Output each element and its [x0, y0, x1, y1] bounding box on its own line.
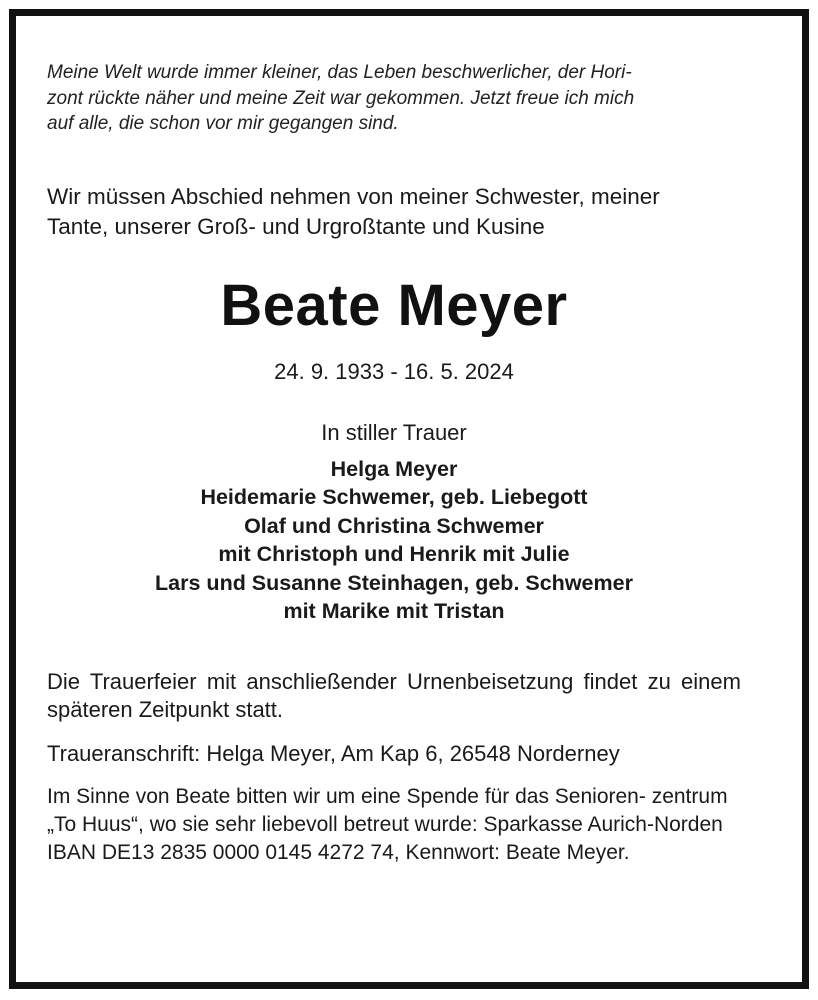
deceased-name: Beate Meyer: [220, 272, 568, 338]
mourner-name: mit Christoph und Henrik mit Julie: [218, 542, 570, 566]
ceremony-line: zu einem späteren Zeitpunkt statt.: [47, 668, 741, 722]
quote-line: auf alle, die schon vor mir gegangen sind.: [47, 113, 399, 134]
mourner-name: mit Marike mit Tristan: [283, 599, 505, 623]
mourner-name: Olaf und Christina Schwemer: [244, 513, 544, 538]
quote-line: zont rückte näher und meine Zeit war gekommen. Jetzt freue ich mich: [47, 87, 635, 109]
intro-line: Tante, unserer Groß- und Urgroßtante und Kusine: [47, 213, 545, 239]
mourner-name: Heidemarie Schwemer, geb. Liebegott: [200, 485, 588, 509]
quote-line: Meine Welt wurde immer kleiner, das Leben beschwerlicher, der Hori-: [47, 62, 632, 83]
donation-line: Im Sinne von Beate bitten wir um eine Spende für das Senioren-: [47, 784, 646, 808]
opening-quote: [47, 60, 741, 137]
intro-line: Wir müssen Abschied nehmen von meiner Schwester, meiner: [47, 183, 660, 209]
donation-line: Kennwort: Beate Meyer.: [405, 840, 630, 864]
donation-line: zentrum „To Huus“, wo sie sehr liebevoll betreut wurde:: [47, 784, 728, 836]
farewell-intro: [47, 182, 741, 242]
ceremony-notice: [47, 668, 741, 724]
mourner-name: Lars und Susanne Steinhagen, geb. Schwemer: [155, 570, 633, 595]
donation-line: Sparkasse Aurich-Norden IBAN DE13 2835 0000 0145 4272 74,: [47, 812, 723, 864]
mourner-name: Helga Meyer: [330, 456, 458, 481]
mourning-address: Traueranschrift: Helga Meyer, Am Kap 6, 26548 Norderney: [47, 740, 620, 766]
life-dates: 24. 9. 1933 - 16. 5. 2024: [274, 358, 514, 384]
mourners-list: [47, 455, 741, 626]
obituary-content: [47, 60, 741, 867]
mourning-intro: In stiller Trauer: [321, 419, 467, 445]
donation-request: [47, 783, 741, 867]
ceremony-line: Die Trauerfeier mit anschließender Urnenbeisetzung findet: [47, 668, 638, 694]
